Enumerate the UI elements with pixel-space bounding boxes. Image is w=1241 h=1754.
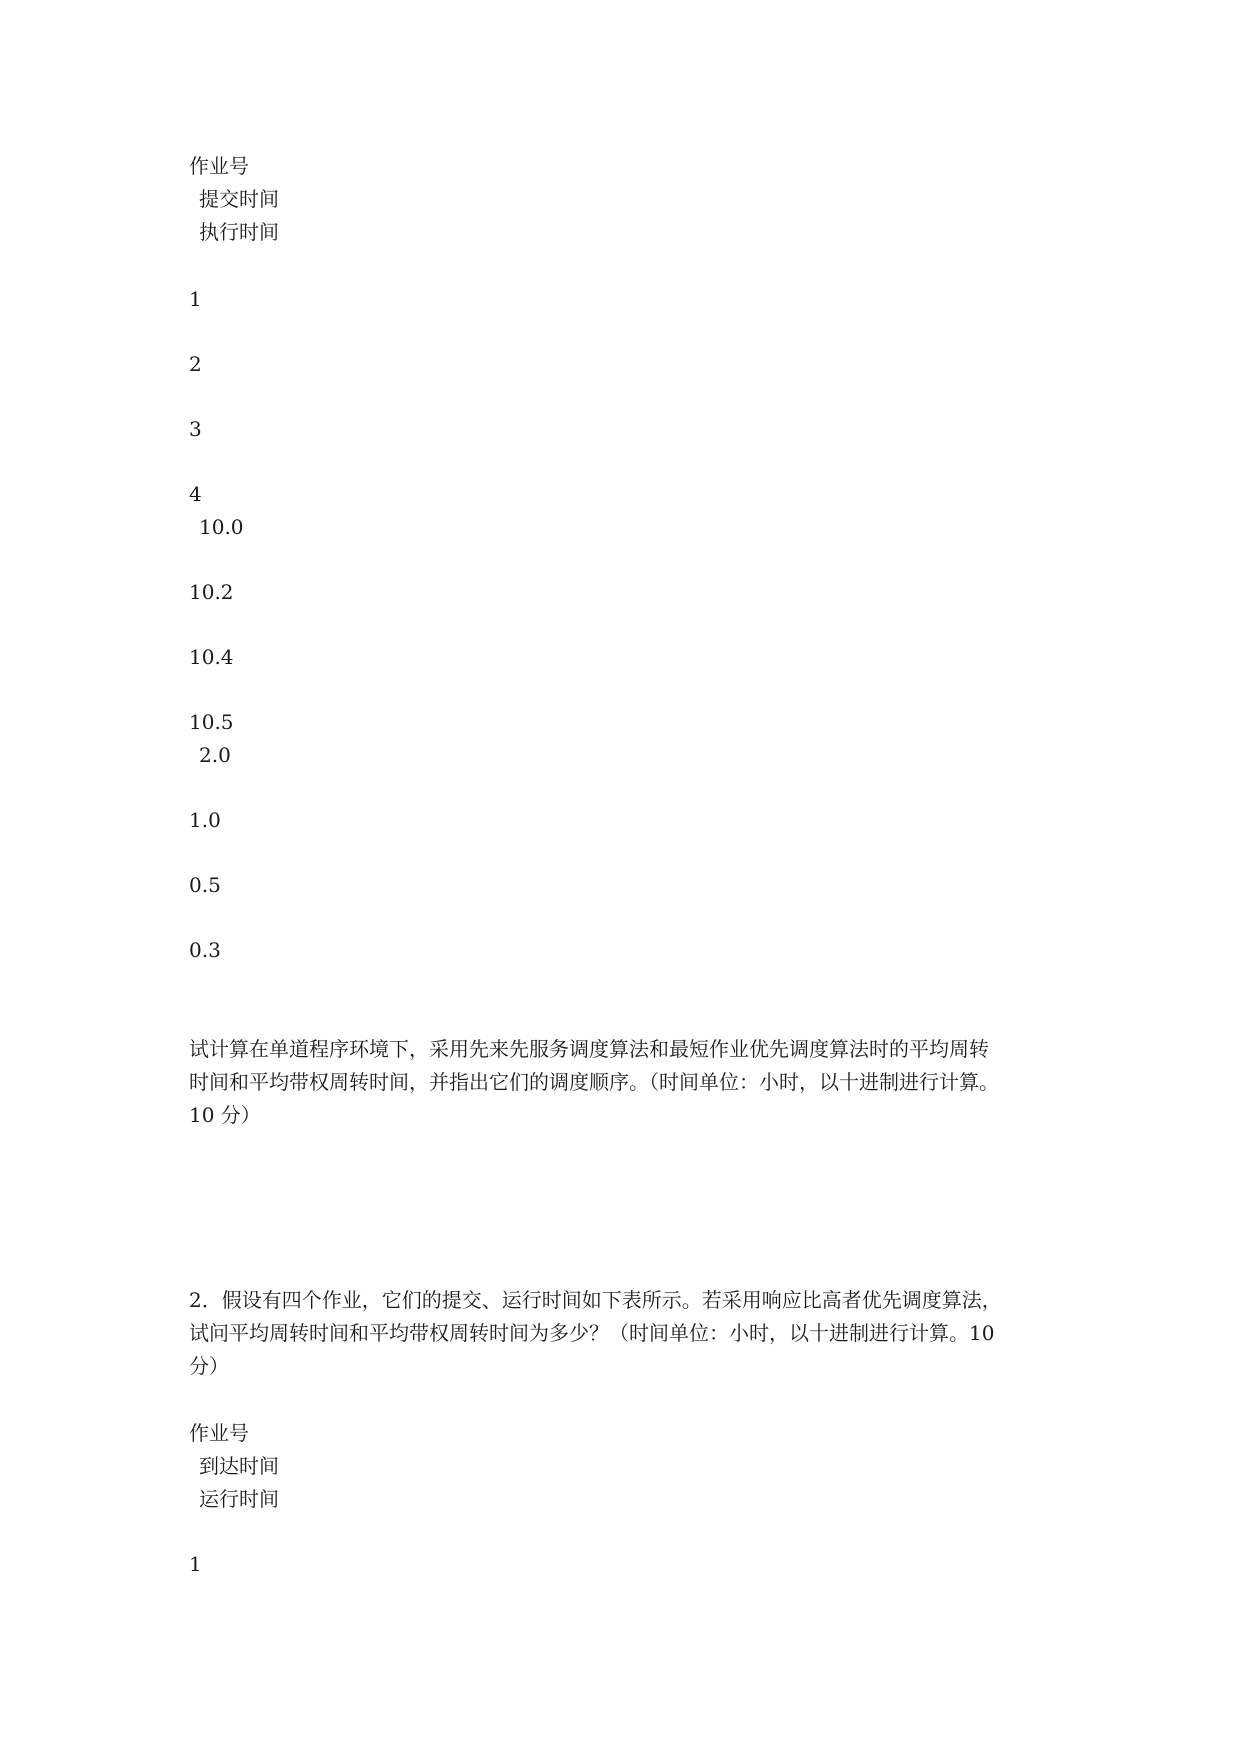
table1-submit-time: 10.5 [189,710,234,734]
question1-line: 试计算在单道程序环境下，采用先来先服务调度算法和最短作业优先调度算法时的平均周转 [189,1037,989,1061]
question2-paragraph [189,1284,1059,1383]
table2-job-id: 1 [189,1552,202,1576]
table1-exec-time: 1.0 [189,808,221,832]
table2-header-arrival-time: 到达时间 [199,1454,279,1478]
table1-exec-time: 0.3 [189,938,221,962]
question2-line: 2．假设有四个作业，它们的提交、运行时间如下表所示。若采用响应比高者优先调度算法， [189,1288,1002,1312]
table1-job-id: 2 [189,352,202,376]
question1-paragraph [189,1033,1059,1132]
table1-header-exec-time: 执行时间 [199,220,279,244]
table1-job-id: 1 [189,287,202,311]
table1-header-submit-time: 提交时间 [199,187,279,211]
table1-exec-time: 2.0 [199,743,231,767]
table1-submit-time: 10.0 [199,515,244,539]
table1-header-job-id: 作业号 [189,154,249,178]
table1-job-id: 3 [189,417,202,441]
question1-line: 时间和平均带权周转时间，并指出它们的调度顺序。（时间单位：小时，以十进制进行计算。 [189,1070,999,1094]
table1-submit-time: 10.2 [189,580,234,604]
table1-submit-time: 10.4 [189,645,234,669]
question2-line: 分） [189,1354,229,1378]
table2-header-job-id: 作业号 [189,1421,249,1445]
table2-header-run-time: 运行时间 [199,1487,279,1511]
table1-exec-time: 0.5 [189,873,221,897]
question2-line: 试问平均周转时间和平均带权周转时间为多少？（时间单位：小时，以十进制进行计算。10 [189,1321,995,1345]
question1-line: 10 分） [189,1103,261,1127]
table1-job-id: 4 [189,482,202,506]
